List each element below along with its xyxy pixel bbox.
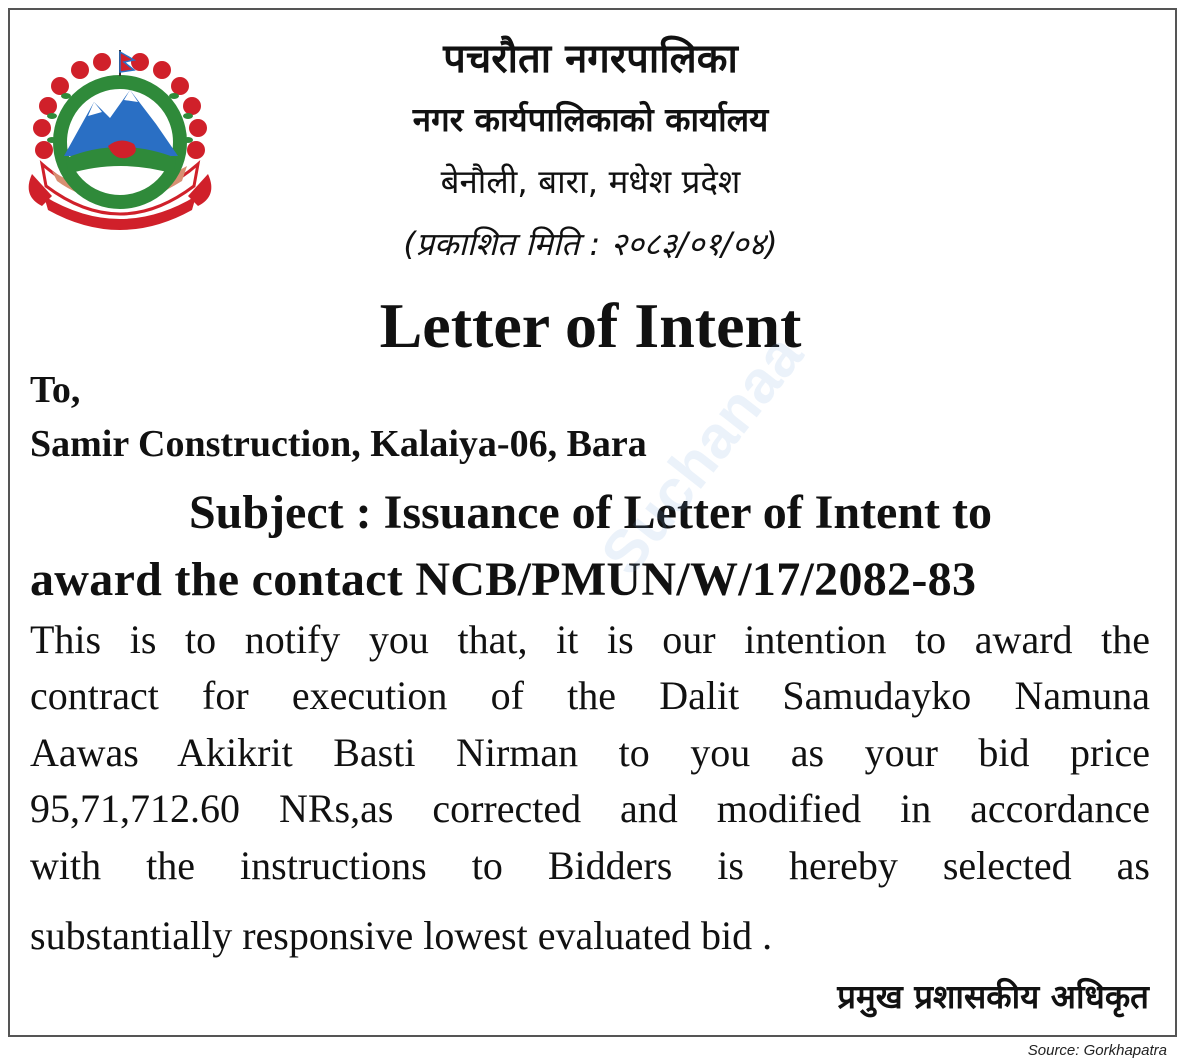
subject-line-2: award the contact NCB/PMUN/W/17/2082-83 (30, 553, 977, 606)
source-credit: Source: Gorkhapatra (1027, 1042, 1167, 1059)
body-line: Aawas Akikrit Basti Nirman to you as your bid price (30, 730, 1150, 775)
body-line: contract for execution of the Dalit Samudayko Namuna (30, 673, 1150, 718)
office-title: नगर कार्यपालिकाको कार्यालय (412, 100, 769, 139)
watermark: Suchanaa (588, 322, 816, 587)
body-line: 95,71,712.60 NRs,as corrected and modified in accordance (30, 786, 1150, 831)
notice-title: Letter of Intent (379, 290, 802, 361)
municipality-title: पचरौता नगरपालिका (443, 36, 738, 82)
government-emblem-icon (22, 46, 218, 232)
signatory-title: प्रमुख प्रशासकीय अधिकृत (837, 977, 1149, 1016)
recipient: Samir Construction, Kalaiya-06, Bara (30, 423, 647, 465)
body-line: This is to notify you that, it is our intention to award the (30, 617, 1150, 662)
published-date: (प्रकाशित मिति : २०८३/०१/०४) (403, 225, 778, 263)
subject-line-1: Subject : Issuance of Letter of Intent to (188, 486, 992, 539)
to-label: To, (30, 369, 81, 411)
office-address: बेनौली, बारा, मधेश प्रदेश (440, 162, 741, 201)
body-line: with the instructions to Bidders is hereby selected as (30, 843, 1150, 888)
body-line: substantially responsive lowest evaluated bid . (30, 913, 773, 958)
